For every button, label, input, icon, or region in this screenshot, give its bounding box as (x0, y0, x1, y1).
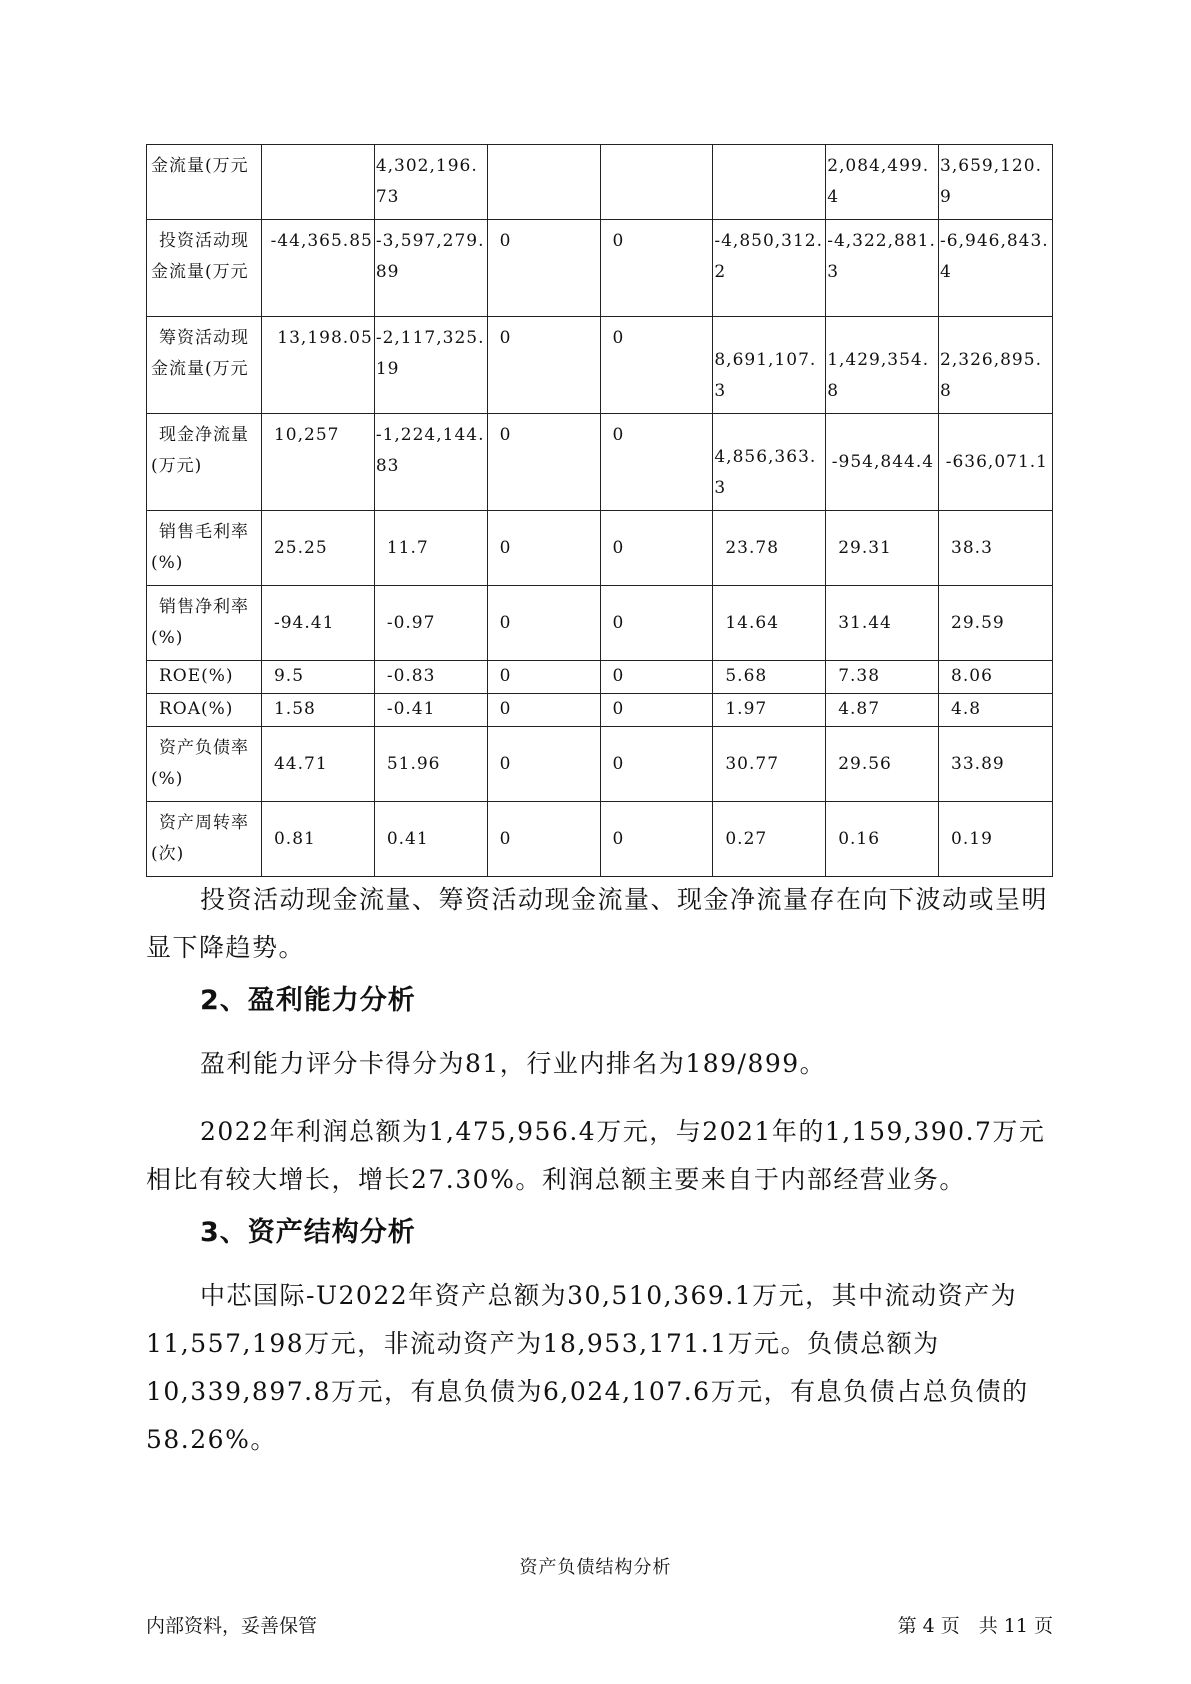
table-cell: 0 (487, 511, 600, 586)
table-cell: -0.83 (374, 661, 487, 694)
table-cell: 5.68 (713, 661, 826, 694)
table-row (147, 586, 1053, 661)
table-cell: 30.77 (713, 727, 826, 802)
cashflow-note-paragraph: 投资活动现金流量、筹资活动现金流量、现金净流量存在向下波动或呈明显下降趋势。 (146, 885, 1049, 962)
table-cell: -0.97 (374, 586, 487, 661)
table-cell: 10,257 (261, 414, 374, 511)
table-cell (713, 145, 826, 220)
table-cell: 8,691,107.3 (713, 317, 826, 414)
table-row (147, 145, 1053, 220)
table-cell: -954,844.4 (826, 414, 939, 511)
table-cell: 44.71 (261, 727, 374, 802)
table-cell: 2,326,895.8 (939, 317, 1053, 414)
table-cell: 9.5 (261, 661, 374, 694)
table-cell: 0 (487, 661, 600, 694)
table-cell: 11.7 (374, 511, 487, 586)
table-cell: 7.38 (826, 661, 939, 694)
footer-page-number: 第 4 页 共 11 页 (897, 1615, 1053, 1637)
footer-confidential-note: 内部资料，妥善保管 (146, 1615, 318, 1637)
table-cell: 51.96 (374, 727, 487, 802)
table-cell: -4,322,881.3 (826, 220, 939, 317)
row-label: 销售净利率(%) (147, 586, 262, 661)
section-heading-asset-structure: 3、资产结构分析 (200, 1217, 416, 1248)
table-cell: 0 (600, 661, 713, 694)
table-cell: 0.27 (713, 802, 826, 877)
table-cell: 4.8 (939, 694, 1053, 727)
figure-caption: 资产负债结构分析 (519, 1557, 672, 1578)
table-cell: 0 (600, 317, 713, 414)
table-cell: 8.06 (939, 661, 1053, 694)
table-cell (487, 145, 600, 220)
row-label: 金流量(万元 (147, 145, 262, 220)
table-cell: -94.41 (261, 586, 374, 661)
financial-metrics-table (146, 144, 1053, 877)
table-cell: 38.3 (939, 511, 1053, 586)
table-cell: 1.58 (261, 694, 374, 727)
table-cell: 0 (600, 727, 713, 802)
table-cell: 0.19 (939, 802, 1053, 877)
table-cell: -44,365.85 (261, 220, 374, 317)
table-cell: -2,117,325.19 (374, 317, 487, 414)
table-cell: 1,429,354.8 (826, 317, 939, 414)
table-cell: 14.64 (713, 586, 826, 661)
table-cell: 4.87 (826, 694, 939, 727)
table-cell: 0.41 (374, 802, 487, 877)
table-cell: -4,850,312.2 (713, 220, 826, 317)
table-cell: 0.16 (826, 802, 939, 877)
table-cell: 23.78 (713, 511, 826, 586)
table-cell: 0 (487, 586, 600, 661)
table-row (147, 661, 1053, 694)
table-cell: 4,302,196.73 (374, 145, 487, 220)
table-row (147, 317, 1053, 414)
table-cell: 0.81 (261, 802, 374, 877)
table-cell: 0 (487, 802, 600, 877)
table-cell: 0 (600, 414, 713, 511)
table-cell: 2,084,499.4 (826, 145, 939, 220)
table-cell: 0 (487, 727, 600, 802)
row-label: 资产周转率(次) (147, 802, 262, 877)
row-label: ROE(%) (147, 661, 262, 694)
table-cell: 3,659,120.9 (939, 145, 1053, 220)
table-cell: 0 (600, 586, 713, 661)
table-cell: 31.44 (826, 586, 939, 661)
table-cell: 25.25 (261, 511, 374, 586)
table-cell: -636,071.1 (939, 414, 1053, 511)
row-label: ROA(%) (147, 694, 262, 727)
table-cell: -0.41 (374, 694, 487, 727)
table-cell: 4,856,363.3 (713, 414, 826, 511)
table-cell: -1,224,144.83 (374, 414, 487, 511)
profit-total-paragraph: 2022年利润总额为1,475,956.4万元，与2021年的1,159,390.7万元相比有较大增长，增长27.30%。利润总额主要来自于内部经营业务。 (146, 1117, 1046, 1194)
table-cell: 0 (600, 802, 713, 877)
table-cell: -6,946,843.4 (939, 220, 1053, 317)
row-label: 资产负债率(%) (147, 727, 262, 802)
table-cell: 1.97 (713, 694, 826, 727)
table-row (147, 220, 1053, 317)
table-cell: 0 (600, 511, 713, 586)
table-row (147, 511, 1053, 586)
row-label: 投资活动现金流量(万元 (147, 220, 262, 317)
row-label: 现金净流量(万元) (147, 414, 262, 511)
table-cell: 29.31 (826, 511, 939, 586)
table-cell: 0 (600, 694, 713, 727)
table-row (147, 414, 1053, 511)
table-cell: 13,198.05 (261, 317, 374, 414)
table-cell: 0 (487, 414, 600, 511)
table-cell (600, 145, 713, 220)
table-cell: 0 (487, 694, 600, 727)
table-cell: 33.89 (939, 727, 1053, 802)
row-label: 筹资活动现金流量(万元 (147, 317, 262, 414)
table-cell: 0 (487, 220, 600, 317)
table-cell: 29.56 (826, 727, 939, 802)
table-cell: -3,597,279.89 (374, 220, 487, 317)
row-label: 销售毛利率(%) (147, 511, 262, 586)
table-cell: 0 (487, 317, 600, 414)
table-row (147, 802, 1053, 877)
table-row (147, 727, 1053, 802)
profit-score-paragraph: 盈利能力评分卡得分为81，行业内排名为189/899。 (200, 1049, 827, 1078)
section-heading-profitability: 2、盈利能力分析 (200, 985, 416, 1016)
table-cell (261, 145, 374, 220)
table-row (147, 694, 1053, 727)
table-cell: 0 (600, 220, 713, 317)
asset-structure-paragraph: 中芯国际-U2022年资产总额为30,510,369.1万元，其中流动资产为11,557,198万元，非流动资产为18,953,171.1万元。负债总额为10,339,897.8万元，有息负债为6,024,107.6万元，有息负债占总负债的58.26%。 (146, 1281, 1029, 1454)
table-cell: 29.59 (939, 586, 1053, 661)
